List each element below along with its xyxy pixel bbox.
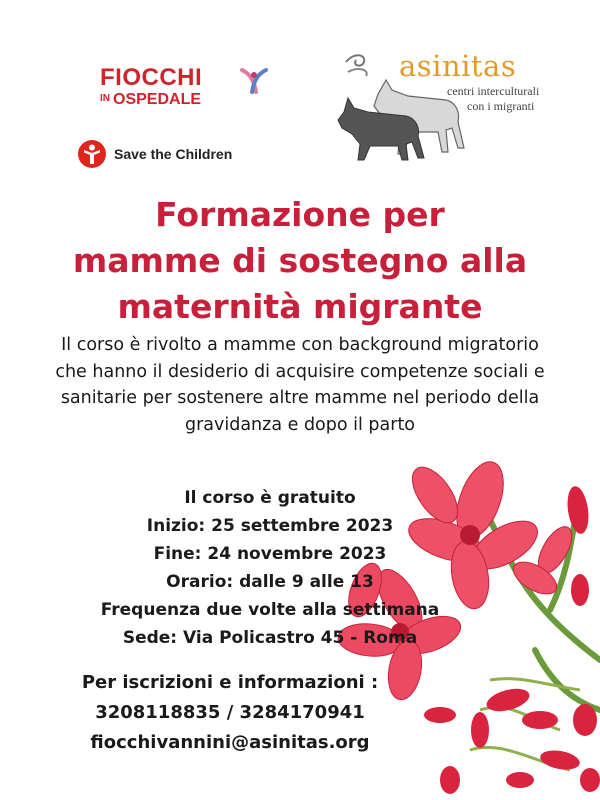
course-details: [50, 484, 490, 652]
intro-paragraph: Il corso è rivolto a mamme con background migratorio che hanno il desiderio di acquisire competenze sociali e sanitarie per sostenere altre mamme nel periodo della gravidanza e dopo il parto: [55, 335, 545, 435]
title-line-3: maternità migrante: [117, 287, 483, 326]
detail-frequency: Frequenza due volte alla settimana: [100, 600, 440, 620]
ribbon-icon: [236, 66, 272, 96]
page-title: [0, 192, 600, 330]
save-the-children-text: Save the Children: [114, 146, 233, 162]
save-the-children-logo: [78, 140, 258, 170]
asinitas-name: asinitas: [399, 49, 517, 83]
detail-start-date: Inizio: 25 settembre 2023: [146, 516, 394, 536]
contact-info: [60, 668, 400, 758]
detail-location: Sede: Via Policastro 45 - Roma: [122, 628, 418, 648]
fiocchi-logo-in: IN: [100, 93, 110, 104]
contact-phones[interactable]: 3208118835 / 3284170941: [95, 702, 365, 723]
fiocchi-logo-ospedale: OSPEDALE: [113, 91, 202, 108]
title-line-1: Formazione per: [155, 195, 445, 234]
fiocchi-logo-word: FIOCCHI: [100, 64, 203, 91]
detail-hours: Orario: dalle 9 alle 13: [166, 572, 374, 592]
detail-end-date: Fine: 24 novembre 2023: [153, 544, 387, 564]
contact-email[interactable]: fiocchivannini@asinitas.org: [90, 732, 370, 753]
asinitas-logo: [336, 50, 556, 165]
detail-free: Il corso è gratuito: [184, 488, 356, 508]
asinitas-tagline-2: con i migranti: [467, 99, 535, 113]
asinitas-tagline-1: centri interculturali: [447, 84, 540, 98]
save-the-children-icon: [78, 140, 106, 168]
contact-heading: Per iscrizioni e informazioni :: [81, 672, 379, 693]
title-line-2: mamme di sostegno alla: [72, 241, 528, 280]
fiocchi-in-ospedale-logo: [100, 66, 280, 116]
